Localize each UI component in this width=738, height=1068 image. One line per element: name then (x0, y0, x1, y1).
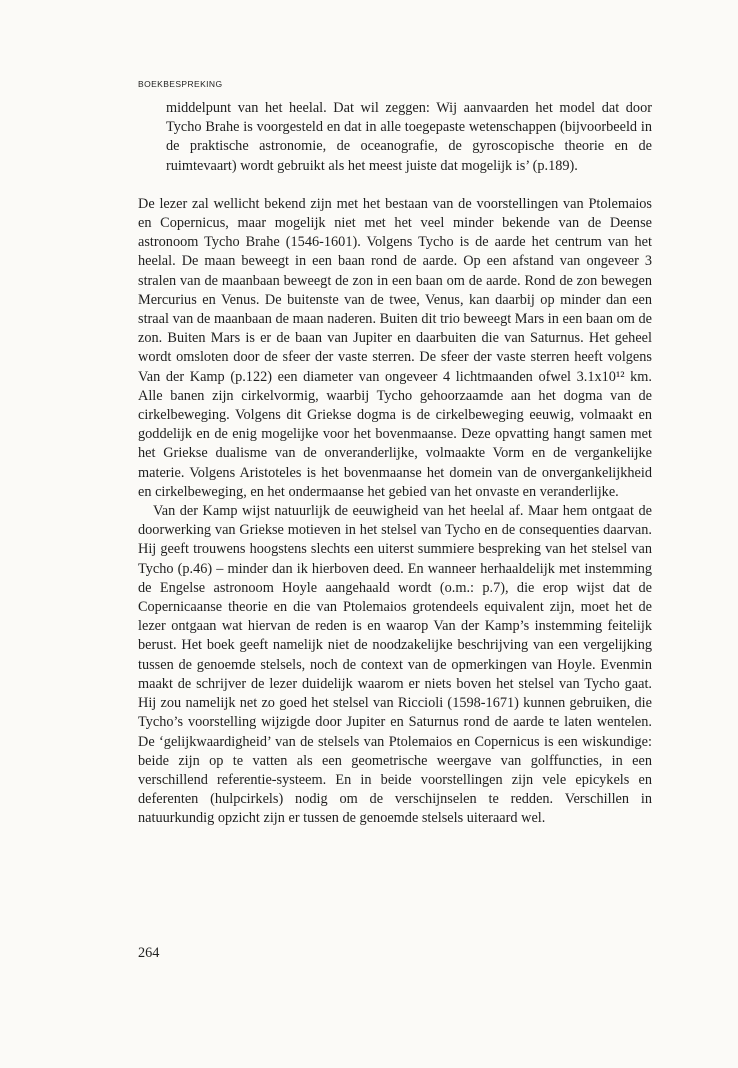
page-number: 264 (138, 945, 160, 961)
main-text-block (138, 99, 652, 829)
quote-paragraph: middelpunt van het heelal. Dat wil zeggen: Wij aanvaarden het model dat door Tycho Brahe is voorgesteld en dat in alle toegepaste wetenschappen (bijvoorbeeld in de praktische astronomie, de oceanografie, de gyroscopische theorie en de ruimtevaart) wordt gebruikt als het meest juiste dat mogelijk is’ (p.189). (166, 100, 652, 174)
running-header: BOEKBESPREKING (138, 79, 223, 89)
paragraph-tycho-system: De lezer zal wellicht bekend zijn met het bestaan van de voorstellingen van Ptolemaios en Copernicus, maar mogelijk niet met het veel minder bekende van de Deense astronoom Tycho Brahe (1546-1601). Volgens Tycho is de aarde het centrum van het heelal. De maan beweegt in een baan rond de aarde. Op een afstand van ongeveer 3 stralen van de maanbaan beweegt de zon in een baan om de aarde. Rond de zon bewegen Mercurius en Venus. De buitenste van de twee, Venus, kan daarbij op minder dan een straal van de maanbaan de maan naderen. Buiten dit trio beweegt Mars in een baan om de zon. Buiten Mars is er de baan van Jupiter en daarbuiten die van Saturnus. Het geheel wordt omsloten door de sfeer der vaste sterren. De sfeer der vaste sterren heeft volgens Van der Kamp (p.122) een diameter van ongeveer 4 lichtmaanden ofwel 3.1x10¹² km. Alle banen zijn cirkelvormig, waarbij Tycho gehoorzaamde aan het dogma van de cirkelbeweging. Volgens dit Griekse dogma is de cirkelbeweging eeuwig, volmaakt en goddelijk en de enig mogelijke voor het bovenmaanse. Deze opvatting hangt samen met het Griekse dualisme van de onveranderlijke, volmaakte Vorm en de vergankelijke materie. Volgens Aristoteles is het bovenmaanse het domein van de onvergankelijkheid en cirkelbeweging, en het ondermaanse het gebied van het onvaste en veranderlijke. (138, 195, 652, 500)
paragraph-van-der-kamp: Van der Kamp wijst natuurlijk de eeuwigheid van het heelal af. Maar hem ontgaat de doorwerking van Griekse motieven in het stelsel van Tycho en de consequenties daarvan. Hij geeft trouwens hoogstens slechts een uiterst summiere bespreking van het stelsel van Tycho (p.46) – minder dan ik hierboven deed. En wanneer herhaaldelijk met instemming de Engelse astronoom Hoyle aangehaald wordt (o.m.: p.7), die erop wijst dat de Copernicaanse theorie en die van Ptolemaios grotendeels equivalent zijn, moet het de lezer ontgaan wat hiervan de reden is en waarop Van der Kamp’s instemming feitelijk berust. Het boek geeft namelijk niet de noodzakelijke beschrijving van een vergelijking tussen de genoemde stelsels, noch de context van de opmerkingen van Hoyle. Evenmin maakt de schrijver de lezer duidelijk waarom er niets boven het stelsel van Tycho gaat. Hij zou namelijk net zo goed het stelsel van Riccioli (1598-1671) kunnen gebruiken, die Tycho’s voorstelling wijzigde door Jupiter en Saturnus rond de aarde te laten wentelen. De ‘gelijkwaardigheid’ van de stelsels van Ptolemaios en Copernicus is een wiskundige: beide zijn op te vatten als een geometrische weergave van golffuncties, in een verschillend referentie-systeem. En in beide voorstellingen zijn vele epicykels en deferenten (hulpcirkels) nodig om de verschijnselen te redden. Verschillen in natuurkundig opzicht zijn er tussen de genoemde stelsels uiteraard wel. (138, 503, 652, 827)
